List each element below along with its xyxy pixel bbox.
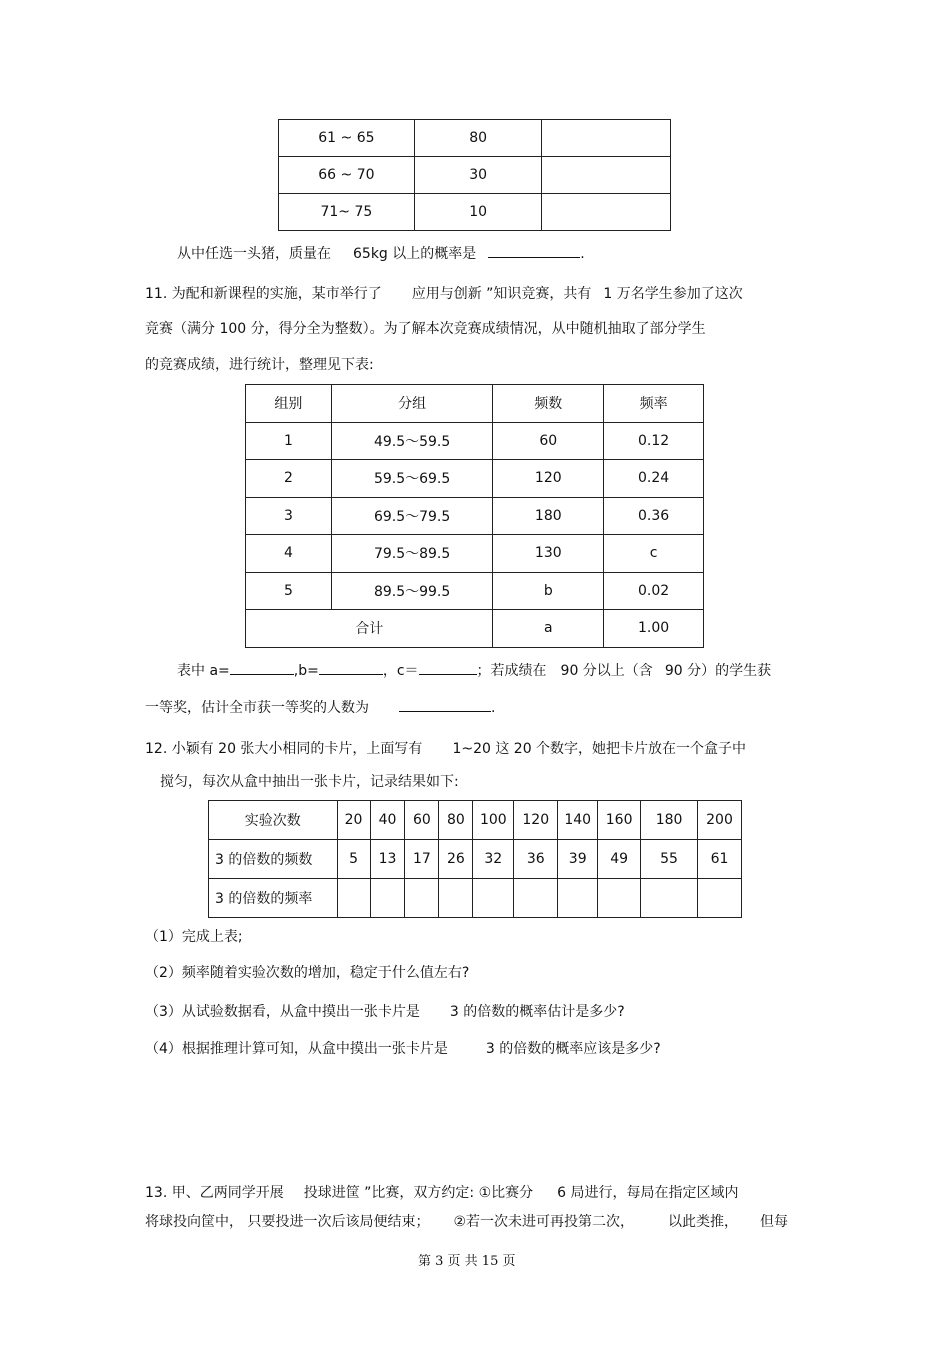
- total-rate-cell: 1.00: [604, 610, 704, 648]
- q11-line-1: [145, 283, 743, 303]
- table-row: [246, 422, 704, 460]
- score-cell: 49.5～59.5: [331, 422, 493, 460]
- table-row: [279, 194, 671, 231]
- score-cell: 2: [246, 460, 332, 498]
- q11-after-a: 表中 a=: [177, 663, 230, 679]
- q13-line2-c: 以此类推，: [668, 1214, 739, 1230]
- q12-line-1: [145, 738, 746, 758]
- row-label-cell: 3 的倍数的频数: [209, 840, 338, 879]
- q13-line1-c: 6 局进行，每局在指定区域内: [557, 1185, 739, 1201]
- score-cell: 3: [246, 497, 332, 535]
- q12-line1-a: 12. 小颖有 20 张大小相同的卡片，上面写有: [145, 741, 423, 757]
- empty-frequency-cell: [439, 879, 473, 918]
- column-header: 分组: [331, 385, 493, 423]
- empty-frequency-cell: [405, 879, 439, 918]
- score-cell: 0.24: [604, 460, 704, 498]
- counts-row: [209, 840, 742, 879]
- q12-sub4-b: 3 的倍数的概率应该是多少?: [485, 1041, 661, 1057]
- blank-c: [419, 660, 477, 675]
- blank-b: [319, 660, 383, 675]
- column-header: 频数: [493, 385, 604, 423]
- trial-count-cell: 40: [370, 801, 405, 840]
- multiple-count-cell: 26: [439, 840, 473, 879]
- table-row: [246, 535, 704, 573]
- column-header: 组别: [246, 385, 332, 423]
- q11-after-e: 90 分以上（含: [560, 663, 653, 679]
- table-row: [279, 120, 671, 157]
- q12-sub-1: （1）完成上表;: [145, 929, 243, 945]
- weight-cell: 66 ~ 70: [279, 157, 415, 194]
- trial-count-cell: 120: [514, 801, 558, 840]
- q11-line1-b: 应用与创新 ”知识竞赛，共有: [411, 286, 592, 302]
- q11-after-d: ；若成绩在: [476, 663, 547, 679]
- score-cell: 1: [246, 422, 332, 460]
- q12-sub-3: [145, 1001, 625, 1021]
- q11-after-b: ,b=: [293, 663, 319, 679]
- q13-line2-d: 但每: [760, 1214, 789, 1230]
- multiple-count-cell: 17: [405, 840, 439, 879]
- row-label-cell: 实验次数: [209, 801, 338, 840]
- table-row: [246, 497, 704, 535]
- weight-cell: [542, 157, 671, 194]
- trials-row: [209, 801, 742, 840]
- empty-frequency-cell: [473, 879, 514, 918]
- score-cell: 0.02: [604, 572, 704, 610]
- q11-after-line-1: [177, 660, 771, 680]
- multiple-count-cell: 36: [514, 840, 558, 879]
- trial-count-cell: 20: [337, 801, 370, 840]
- trial-count-cell: 80: [439, 801, 473, 840]
- q11-line-3: 的竞赛成绩，进行统计，整理见下表:: [145, 357, 374, 373]
- score-cell: 69.5～79.5: [331, 497, 493, 535]
- total-count-cell: a: [493, 610, 604, 648]
- weight-cell: 30: [414, 157, 542, 194]
- card-experiment-table: [208, 800, 742, 918]
- q13-line2-b: ②若一次未进可再投第二次，: [453, 1214, 635, 1230]
- empty-frequency-cell: [698, 879, 742, 918]
- q11-line1-a: 11. 为配和新课程的实施，某市举行了: [145, 286, 382, 302]
- q11-after2-a: 一等奖，估计全市获一等奖的人数为: [145, 700, 369, 716]
- score-cell: 5: [246, 572, 332, 610]
- multiple-count-cell: 55: [641, 840, 698, 879]
- q13-line1-b: 投球进筐 ”比赛，双方约定: ①比赛分: [303, 1185, 534, 1201]
- multiple-count-cell: 5: [337, 840, 370, 879]
- empty-frequency-cell: [514, 879, 558, 918]
- q12-line-2: 搅匀，每次从盒中抽出一张卡片，记录结果如下:: [160, 774, 459, 790]
- trial-count-cell: 60: [405, 801, 439, 840]
- q10-text-b: 65kg 以上的概率是: [353, 246, 477, 262]
- q13-line-2: [145, 1211, 788, 1231]
- q13-line1-a: 13. 甲、乙两同学开展: [145, 1185, 284, 1201]
- q12-line1-b: 1~20 这 20 个数字，她把卡片放在一个盒子中: [452, 741, 747, 757]
- q12-sub3-b: 3 的倍数的概率估计是多少?: [449, 1004, 625, 1020]
- q12-sub-2: （2）频率随着实验次数的增加，稳定于什么值左右?: [145, 965, 470, 981]
- q12-sub-4: [145, 1038, 661, 1058]
- table-row: [246, 460, 704, 498]
- empty-frequency-cell: [558, 879, 598, 918]
- multiple-count-cell: 39: [558, 840, 598, 879]
- trial-count-cell: 160: [598, 801, 641, 840]
- score-cell: 120: [493, 460, 604, 498]
- q11-after-f: 90 分）的学生获: [664, 663, 772, 679]
- q11-line-2: 竞赛（满分 100 分，得分全为整数）。为了解本次竞赛成绩情况，从中随机抽取了部分学生: [145, 321, 706, 337]
- q13-line-1: [145, 1182, 739, 1202]
- score-cell: 0.12: [604, 422, 704, 460]
- score-cell: c: [604, 535, 704, 573]
- q10-text-c: .: [580, 246, 585, 262]
- score-cell: b: [493, 572, 604, 610]
- score-cell: 130: [493, 535, 604, 573]
- weight-cell: [542, 120, 671, 157]
- score-cell: 180: [493, 497, 604, 535]
- row-label-cell: 3 的倍数的频率: [209, 879, 338, 918]
- page-footer: 第 3 页 共 15 页: [418, 1254, 516, 1269]
- frequency-row: [209, 879, 742, 918]
- trial-count-cell: 140: [558, 801, 598, 840]
- weight-cell: [542, 194, 671, 231]
- empty-frequency-cell: [337, 879, 370, 918]
- multiple-count-cell: 49: [598, 840, 641, 879]
- weight-cell: 61 ~ 65: [279, 120, 415, 157]
- total-label-cell: 合计: [246, 610, 493, 648]
- trial-count-cell: 180: [641, 801, 698, 840]
- column-header: 频率: [604, 385, 704, 423]
- multiple-count-cell: 32: [473, 840, 514, 879]
- q11-after-c: ，c＝: [382, 663, 419, 679]
- weight-cell: 80: [414, 120, 542, 157]
- q13-line2-a: 将球投向筐中， 只要投进一次后该局便结束；: [145, 1214, 430, 1230]
- multiple-count-cell: 13: [370, 840, 405, 879]
- multiple-count-cell: 61: [698, 840, 742, 879]
- score-cell: 59.5～69.5: [331, 460, 493, 498]
- q10-text-a: 从中任选一头猪，质量在: [177, 246, 331, 262]
- q11-line1-c: 1 万名学生参加了这次: [603, 286, 743, 302]
- blank-prize-count: [399, 697, 491, 712]
- empty-frequency-cell: [598, 879, 641, 918]
- trial-count-cell: 200: [698, 801, 742, 840]
- blank-a: [230, 660, 294, 675]
- score-cell: 79.5～89.5: [331, 535, 493, 573]
- weight-cell: 71~ 75: [279, 194, 415, 231]
- weight-table: [278, 119, 671, 231]
- table-header-row: [246, 385, 704, 423]
- table-row: [246, 572, 704, 610]
- q10-answer-blank: [488, 243, 580, 258]
- q11-after2-b: .: [491, 700, 496, 716]
- table-row: [279, 157, 671, 194]
- q11-after-line-2: [145, 697, 495, 717]
- score-cell: 89.5～99.5: [331, 572, 493, 610]
- q12-sub3-a: （3）从试验数据看，从盒中摸出一张卡片是: [145, 1004, 420, 1020]
- score-cell: 0.36: [604, 497, 704, 535]
- q12-sub4-a: （4）根据推理计算可知，从盒中摸出一张卡片是: [145, 1041, 448, 1057]
- empty-frequency-cell: [641, 879, 698, 918]
- score-frequency-table: [245, 384, 704, 648]
- score-cell: 4: [246, 535, 332, 573]
- total-row: [246, 610, 704, 648]
- empty-frequency-cell: [370, 879, 405, 918]
- weight-cell: 10: [414, 194, 542, 231]
- score-cell: 60: [493, 422, 604, 460]
- q10-probability-line: [177, 243, 585, 263]
- trial-count-cell: 100: [473, 801, 514, 840]
